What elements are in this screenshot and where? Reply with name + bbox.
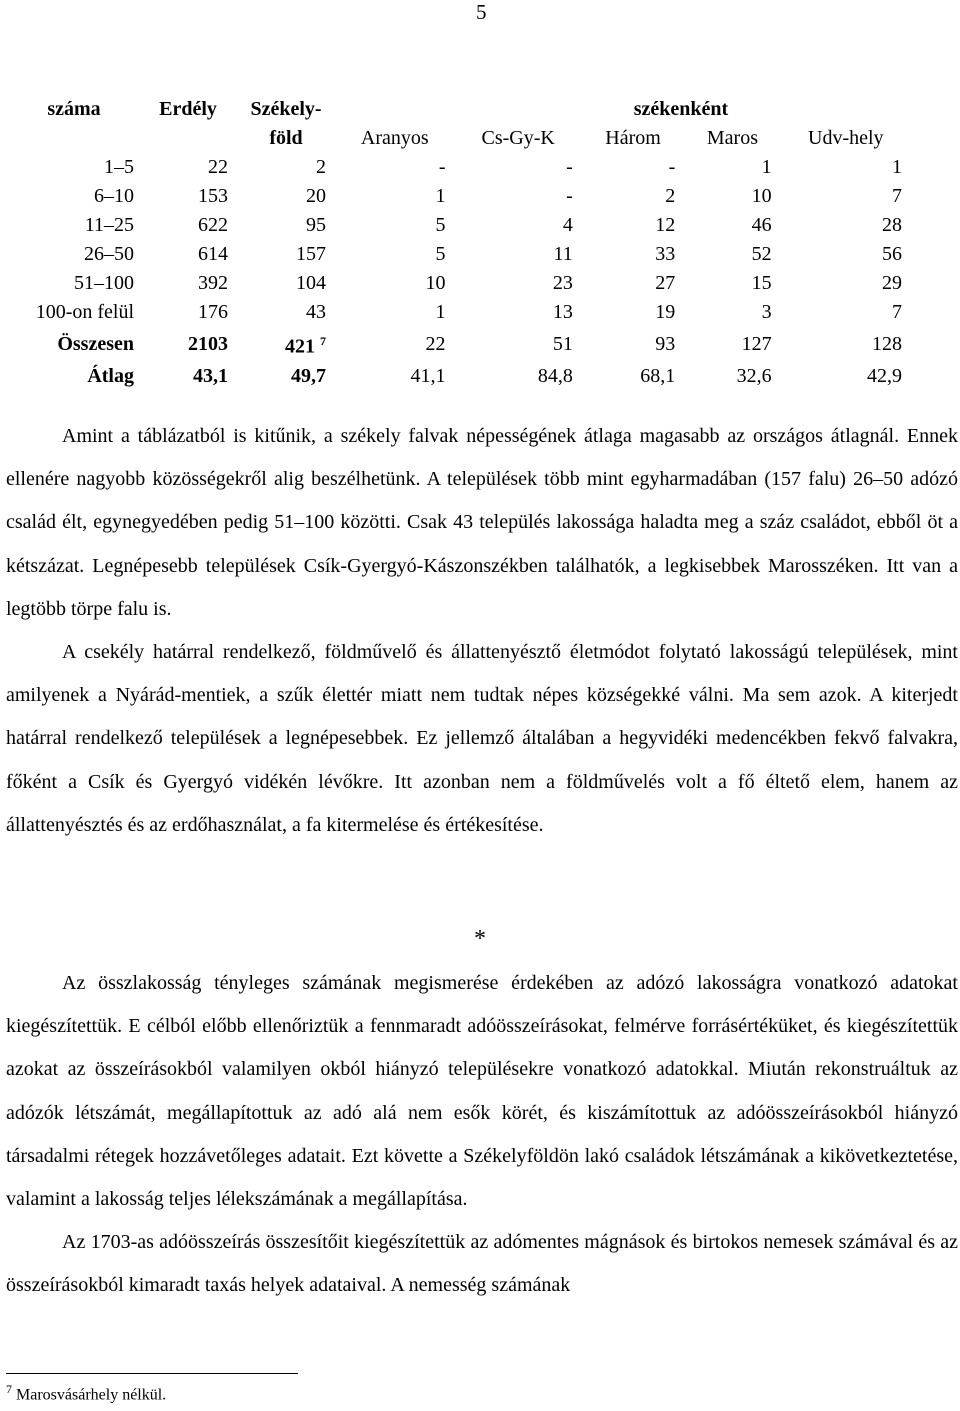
table-cell: 622 [198,214,228,236]
table-cell: 42,9 [867,364,902,387]
table-cell: 51–100 [74,272,134,294]
table-cell: 84,8 [537,364,573,387]
table-cell: 1 [761,156,772,178]
col-header-fold: föld [269,127,303,149]
col-header-szekelyfold: Székely- [250,98,322,120]
page-number: 5 [476,0,487,24]
col-header-csgyk: Cs-Gy-K [481,127,555,149]
table-cell: 68,1 [640,364,676,387]
table-cell: 95 [306,214,326,236]
body-text-2 [6,962,958,1308]
table-cell: 127 [741,332,772,355]
paragraph: Az összlakosság tényleges számának megismerése érdekében az adózó lakosságra vonatkozó adatokat kiegészítettük. E célból előbb ellenőriztük a fennmaradt adóösszeírásokat, felmérve forrásértéküket, és kiegészítettük azokat az összeírásokból valamilyen okból hiányzó településekre vonatkozó adatokkal. Miután rekonstruáltuk az adózók létszámát, megállapítottuk az adó alá nem esők körét, és kiszámítottuk az adóösszeírásokból hiányzó társadalmi rétegek hozzávetőleges adatait. Ezt követte a Székelyföldön lakó családok létszámának a kikövetkeztetése, valamint a lakosság teljes lélekszámának a megállapítása. [6,972,958,1211]
table-cell: 41,1 [410,364,446,387]
table-cell-value: 421 [285,335,315,358]
table-row [14,298,916,327]
table-cell: 100-on felül [35,301,134,323]
table-row [14,182,916,211]
table-row [14,153,916,182]
table-row [14,269,916,298]
table-cell: - [668,156,676,178]
table-cell: 15 [751,272,772,294]
table-cell: 1 [435,301,446,323]
table-cell: Összesen [57,332,134,355]
total-row [14,327,916,362]
footnote-divider [6,1373,298,1374]
table-cell: 7 [892,301,902,323]
table-cell: 4 [562,214,573,236]
table-cell: 5 [435,214,446,236]
table-header-row [14,95,916,124]
table-cell: 23 [552,272,573,294]
table-cell: 6–10 [94,185,134,207]
table-cell: 11–25 [84,214,134,236]
footnote [6,1382,166,1404]
table-row [14,211,916,240]
table-cell: 27 [655,272,676,294]
table-cell: 19 [655,301,676,323]
table-cell: - [438,156,446,178]
table-cell: 26–50 [84,243,134,265]
table-cell: 43,1 [193,364,228,387]
table-cell: 1–5 [104,156,134,178]
settlements-table [14,95,916,391]
table-cell: 3 [761,301,772,323]
table-cell: - [566,185,573,207]
paragraph: Az 1703-as adóösszeírás összesítőit kiegészítettük az adómentes mágnások és birtokos nemesek számával és az összeírásokból kimaradt taxás helyek adataival. A nemesség számának [6,1231,958,1297]
table-cell: 128 [872,332,902,355]
average-row [14,362,916,391]
table-cell: 5 [435,243,446,265]
table-cell: 13 [552,301,573,323]
col-header-szekenkent: székenként [633,98,729,120]
table-cell: 10 [751,185,772,207]
table-cell: 22 [425,332,446,355]
table-cell: 176 [198,301,228,323]
table-cell: 2103 [188,332,228,355]
table-cell: 104 [296,272,326,294]
table-cell: 56 [882,243,902,265]
table-cell: 10 [425,272,446,294]
paragraph: A csekély határral rendelkező, földművelő és állattenyésztő életmódot folytató lakosságú települések, mint amilyenek a Nyárád-mentiek, a szűk élettér miatt nem tudtak népes községekké válni. Ma sem azok. A kiterjedt határral rendelkező települések a legnépesebbek. Ez jellemző általában a hegyvidéki medencékben fekvő falvakra, főként a Csík és Gyergyó vidékén lévőkre. Itt azonban nem a földművelés volt a fő éltető elem, hanem az állattenyésztés és az erdőhasználat, a fa kitermelése és értékesítése. [6,641,958,836]
table-cell: 1 [435,185,446,207]
body-text-1 [6,415,958,847]
footnote-ref: 7 [320,334,326,348]
col-header-harom: Három [605,127,661,149]
table-row [14,240,916,269]
table-cell: 153 [198,185,228,207]
col-header-udvhely: Udv-hely [808,127,884,149]
col-header-aranyos: Aranyos [360,127,429,149]
table-cell: 32,6 [736,364,772,387]
table-cell [242,327,340,362]
table-cell: 28 [882,214,902,236]
footnote-mark: 7 [6,1382,12,1396]
table-cell: 157 [296,243,326,265]
col-header-maros: Maros [706,127,758,149]
table-cell: 29 [882,272,902,294]
table-cell: 2 [316,156,326,178]
table-cell: 46 [751,214,772,236]
table-cell: 52 [751,243,772,265]
table-cell: 43 [306,301,326,323]
col-header-szama: száma [47,98,101,120]
table-cell: 33 [655,243,676,265]
table-cell: - [566,156,573,178]
table-cell: Átlag [87,364,134,387]
table-cell: 7 [892,185,902,207]
table-cell: 614 [198,243,228,265]
table-cell: 11 [553,243,573,265]
footnote-text: Marosvásárhely nélkül. [16,1386,167,1404]
section-separator: * [474,926,486,952]
table-cell: 51 [552,332,573,355]
col-header-erdely: Erdély [159,98,217,120]
table-cell: 392 [198,272,228,294]
paragraph: Amint a táblázatból is kitűnik, a székely falvak népességének átlaga magasabb az országos átlagnál. Ennek ellenére nagyobb közösségekről alig beszélhetünk. A települések több mint egyharmadában (157 falu) 26–50 adózó család élt, egynegyedében pedig 51–100 közötti. Csak 43 település lakossága haladta meg a száz családot, ebből öt a kétszázat. Legnépesebb települések Csík-Gyergyó-Kászonszékben találhatók, a legkisebbek Marosszéken. Itt van a legtöbb törpe falu is. [6,425,958,620]
table-subheader-row [14,124,916,153]
table-cell: 12 [655,214,676,236]
table-cell: 49,7 [291,364,326,387]
table-cell: 22 [208,156,228,178]
table-cell: 20 [306,185,326,207]
table-cell: 2 [665,185,676,207]
table-cell: 93 [655,332,676,355]
table-cell: 1 [892,156,902,178]
